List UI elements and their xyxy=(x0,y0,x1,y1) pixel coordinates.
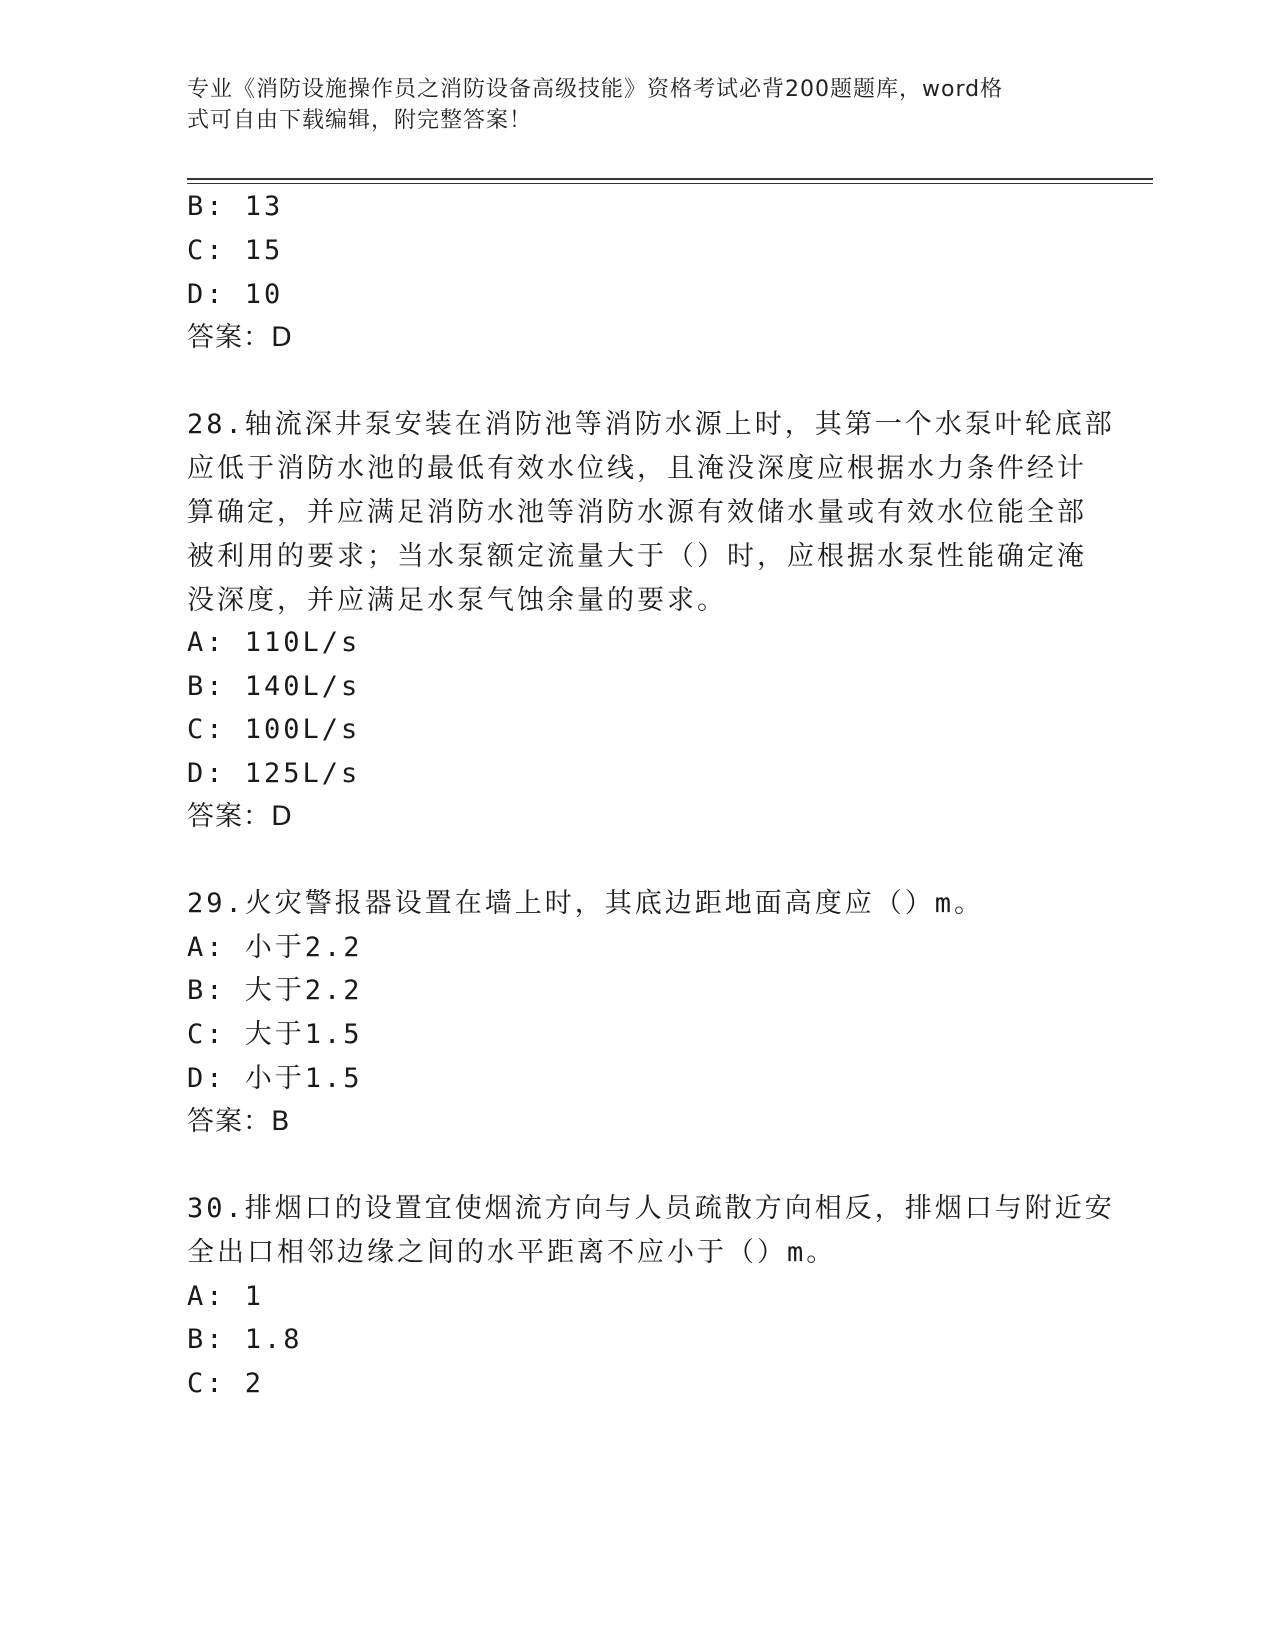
q30-stem-line-2: 全出口相邻边缘之间的水平距离不应小于（）m。 xyxy=(187,1237,837,1268)
q28-option-c: C: 100L/s xyxy=(187,714,361,745)
header-divider-thin xyxy=(187,183,1153,184)
q27-option-b: B: 13 xyxy=(187,191,284,222)
q29-option-d: D: 小于1.5 xyxy=(187,1063,363,1094)
q28-stem-line-5: 没深度，并应满足水泵气蚀余量的要求。 xyxy=(187,585,727,616)
q28-stem-line-2: 应低于消防水池的最低有效水位线，且淹没深度应根据水力条件经计 xyxy=(187,453,1087,484)
q28-answer: 答案：D xyxy=(187,801,293,832)
q29-answer: 答案：B xyxy=(187,1106,291,1137)
q30-option-a: A: 1 xyxy=(187,1281,265,1312)
header-line-2: 式可自由下载编辑，附完整答案！ xyxy=(187,108,533,133)
q29-stem-line-1: 29.火灾警报器设置在墙上时，其底边距地面高度应（）m。 xyxy=(187,888,985,919)
q29-option-b: B: 大于2.2 xyxy=(187,975,363,1006)
q29-option-a: A: 小于2.2 xyxy=(187,932,363,963)
header-divider xyxy=(187,178,1153,180)
q27-answer: 答案：D xyxy=(187,322,293,353)
page-header xyxy=(187,74,1077,136)
q29-option-c: C: 大于1.5 xyxy=(187,1019,363,1050)
q30-stem-line-1: 30.排烟口的设置宜使烟流方向与人员疏散方向相反，排烟口与附近安 xyxy=(187,1193,1115,1224)
q30-option-c: C: 2 xyxy=(187,1368,265,1399)
q28-option-b: B: 140L/s xyxy=(187,671,361,702)
q28-stem-line-4: 被利用的要求；当水泵额定流量大于（）时，应根据水泵性能确定淹 xyxy=(187,541,1087,572)
q27-option-c: C: 15 xyxy=(187,235,284,266)
q27-option-d: D: 10 xyxy=(187,279,284,310)
header-line-1: 专业《消防设施操作员之消防设备高级技能》资格考试必背200题题库，word格 xyxy=(187,77,1004,102)
q28-option-a: A: 110L/s xyxy=(187,627,361,658)
q28-option-d: D: 125L/s xyxy=(187,758,361,789)
q28-stem-line-1: 28.轴流深井泵安装在消防池等消防水源上时，其第一个水泵叶轮底部 xyxy=(187,409,1115,440)
q30-option-b: B: 1.8 xyxy=(187,1324,303,1355)
q28-stem-line-3: 算确定，并应满足消防水池等消防水源有效储水量或有效水位能全部 xyxy=(187,497,1087,528)
